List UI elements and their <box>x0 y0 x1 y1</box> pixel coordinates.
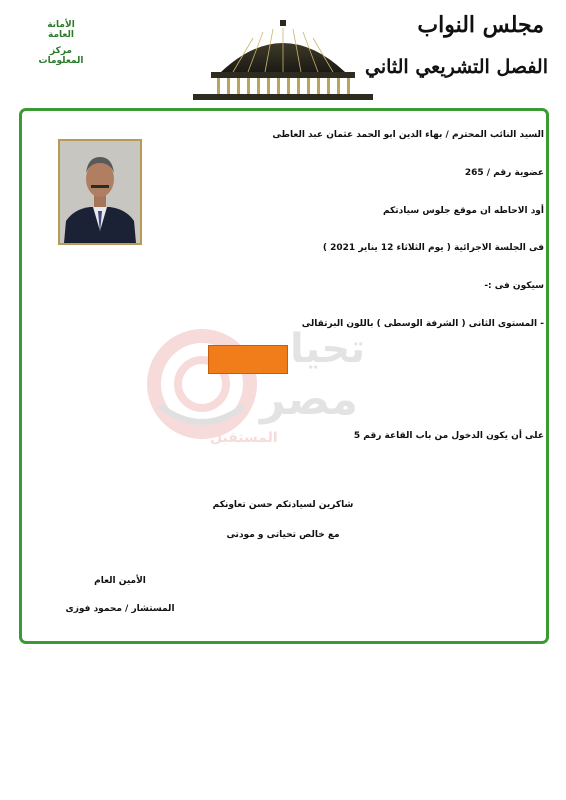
salutation-text: السيد النائب المحترم / بهاء الدين ابو الحمد عثمان عبد العاطى <box>272 130 544 140</box>
legislative-term-logo-text: الفصل التشريعي الثاني <box>364 56 548 78</box>
watermark-line3: المستقبل <box>210 430 278 446</box>
seat-color-swatch <box>208 345 288 374</box>
signatory-title: الأمين العام <box>94 576 146 586</box>
will-be-in-text: سيكون فى :- <box>484 281 544 291</box>
parliament-dome-logo <box>193 20 373 100</box>
regards-text: مع خالص تحياتى و مودتى <box>226 530 340 540</box>
session-text: فى الجلسة الاجرائية ( يوم الثلاثاء 12 يناير 2021 ) <box>322 243 544 253</box>
watermark-line1: تحيا <box>290 326 366 372</box>
secretariat-label: الأمانة العامة <box>47 20 75 40</box>
thanks-text: شاكرين لسيادتكم حسن تعاونكم <box>212 500 354 510</box>
entrance-text: على أن يكون الدخول من باب القاعة رقم 5 <box>353 431 544 441</box>
watermark-line2: مصر <box>260 374 358 425</box>
notice-text: أود الاحاطه ان موقع جلوس سيادتكم <box>383 206 544 216</box>
membership-text: عضوية رقم / 265 <box>464 168 544 178</box>
council-name-logo-text: مجلس النواب <box>417 12 544 38</box>
info-center-label: مركز المعلومات <box>38 46 84 66</box>
seating-level-text: - المستوى الثانى ( الشرفة الوسطى ) باللون البرتقالى <box>301 319 544 329</box>
signatory-name: المستشار / محمود فوزى <box>65 604 175 614</box>
member-photo <box>58 139 142 245</box>
